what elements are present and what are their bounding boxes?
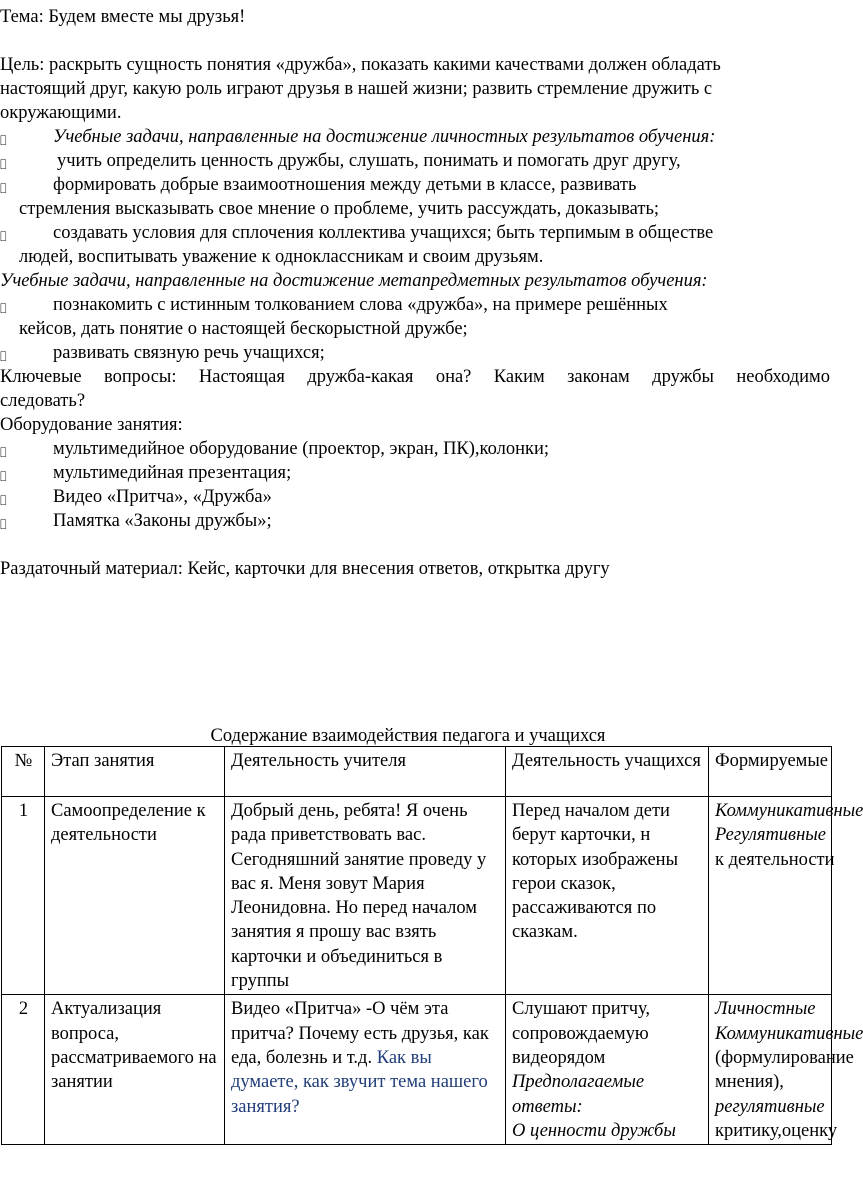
formed-line: Регулятивные: [715, 825, 826, 846]
header-number: №: [2, 747, 45, 797]
bullet-icon: [0, 464, 7, 488]
topic-line: Тема: Будем вместе мы друзья!: [0, 7, 246, 27]
equipment-item-1: мультимедийное оборудование (проектор, экран, ПК),колонки;: [53, 439, 550, 459]
personal-task-3-line-1: создавать условия для сплочения коллектива учащихся; быть терпимым в обществе: [53, 223, 714, 243]
personal-task-2-line-1: формировать добрые взаимоотношения между детьми в классе, развивать: [53, 175, 637, 195]
table-header-row: [2, 747, 832, 797]
goal-line-1: Цель: раскрыть сущность понятия «дружба», показать какими качествами должен обладать: [0, 55, 721, 75]
table-row: [2, 797, 832, 995]
meta-task-1-line-2: кейсов, дать понятие о настоящей бескорыстной дружбе;: [19, 319, 468, 339]
formed-line: Коммуникативные: [715, 1023, 863, 1044]
students-expected: Предполагаемые ответы:: [512, 1072, 645, 1117]
header-student-activity: Деятельность учащихся: [506, 747, 709, 797]
bullet-icon: [0, 512, 7, 536]
meta-tasks-heading: Учебные задачи, направленные на достижение метапредметных результатов обучения:: [0, 271, 708, 291]
table-row: [2, 995, 832, 1145]
bullet-icon: [0, 152, 7, 176]
formed-line: (формулирование: [715, 1047, 854, 1068]
formed-line: Коммуникативные: [715, 801, 863, 821]
personal-tasks-heading: Учебные задачи, направленные на достижение личностных результатов обучения:: [53, 127, 716, 147]
personal-task-3-line-2: людей, воспитывать уважение к одноклассникам и своим друзьям.: [19, 247, 544, 267]
formed-line: критику,оценку: [715, 1120, 838, 1141]
header-formed: Формируемые: [709, 747, 832, 797]
bullet-icon: [0, 296, 7, 320]
equipment-heading: Оборудование занятия:: [0, 415, 183, 435]
equipment-item-2: мультимедийная презентация;: [53, 463, 292, 483]
formed-line: к деятельности: [715, 849, 835, 870]
goal-line-2: настоящий друг, какую роль играют друзья в нашей жизни; развить стремление дружить с: [0, 79, 713, 99]
bullet-icon: [0, 488, 7, 512]
row-formed: [709, 797, 863, 995]
equipment-item-4: Памятка «Законы дружбы»;: [53, 511, 272, 531]
meta-task-1-line-1: познакомить с истинным толкованием слова «дружба», на примере решённых: [53, 295, 668, 315]
students-text: Слушают притчу, сопровождаемую видеорядом: [512, 999, 651, 1068]
formed-line: Личностные: [715, 999, 816, 1020]
bullet-icon: [0, 224, 7, 248]
personal-task-1: учить определить ценность дружбы, слушать, понимать и помогать друг другу,: [57, 151, 681, 171]
handout-line: Раздаточный материал: Кейс, карточки для внесения ответов, открытка другу: [0, 559, 610, 579]
header-stage: Этап занятия: [45, 747, 225, 797]
row-number: 1: [2, 797, 45, 995]
row-teacher-activity: Добрый день, ребята! Я очень рада приветствовать вас. Сегодняшний занятие проведу у вас я. Меня зовут Мария Леонидовна. Но перед началом занятия я прошу вас взять карточки и объединиться в группы: [225, 797, 506, 995]
row-student-activity: [506, 995, 709, 1145]
row-stage: Самоопределение к деятельности: [45, 797, 225, 995]
lesson-table: [1, 746, 863, 1145]
teacher-text: Видео «Притча» -О чём эта притча? Почему есть друзья, как еда, болезнь и т.д.: [231, 999, 489, 1068]
teacher-question: Как вы думаете, как звучит тема нашего занятия?: [231, 1047, 488, 1117]
row-student-activity: Перед началом дети берут карточки, н которых изображены герои сказок, рассаживаются по сказкам.: [506, 797, 709, 995]
key-questions-line-1: Ключевые вопросы: Настоящая дружба-какая она? Каким законам дружбы необходимо: [0, 367, 830, 387]
key-questions-line-2: следовать?: [0, 391, 86, 411]
meta-task-2: развивать связную речь учащихся;: [53, 343, 325, 363]
formed-line: мнения),: [715, 1072, 784, 1093]
students-answer: О ценности дружбы: [512, 1120, 676, 1141]
bullet-icon: [0, 128, 7, 152]
bullet-icon: [0, 440, 7, 464]
header-teacher-activity: Деятельность учителя: [225, 747, 506, 797]
equipment-item-3: Видео «Притча», «Дружба»: [53, 487, 272, 507]
personal-task-2-line-2: стремления высказывать свое мнение о проблеме, учить рассуждать, доказывать;: [19, 199, 660, 219]
row-teacher-activity: [225, 995, 506, 1145]
row-number: 2: [2, 995, 45, 1145]
row-formed: [709, 995, 863, 1145]
table-caption: Содержание взаимодействия педагога и учащихся: [210, 726, 606, 746]
formed-line: регулятивные: [715, 1096, 825, 1117]
row-stage: Актуализация вопроса, рассматриваемого на занятии: [45, 995, 225, 1145]
bullet-icon: [0, 176, 7, 200]
goal-line-3: окружающими.: [0, 103, 122, 123]
